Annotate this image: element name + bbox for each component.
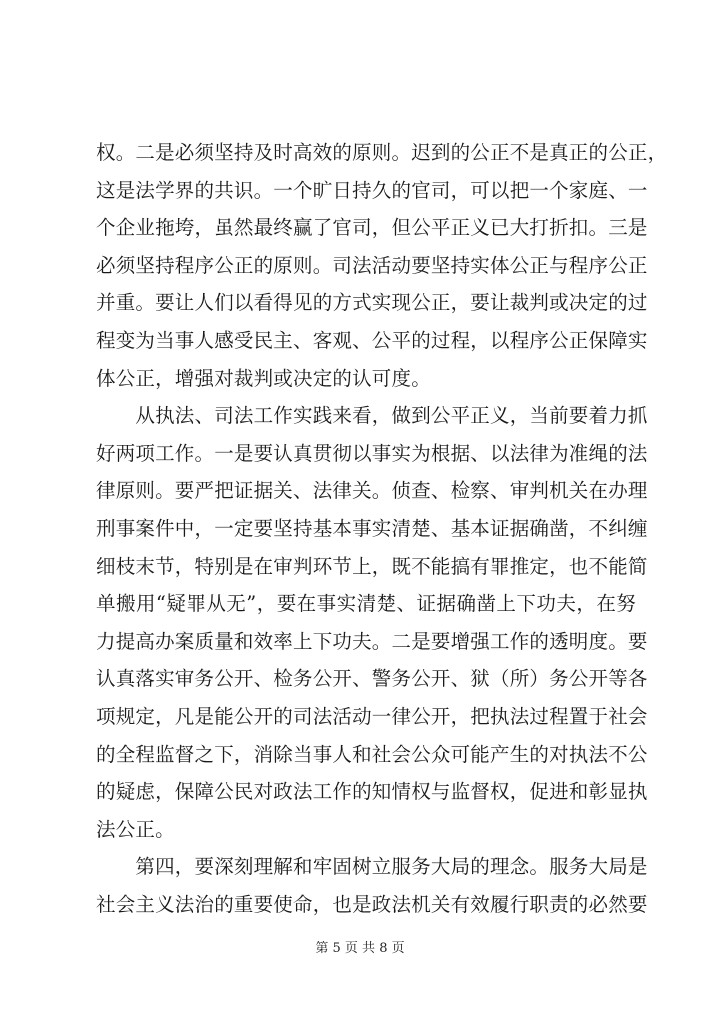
text-line: 权。二是必须坚持及时高效的原则。迟到的公正不是真正的公正， <box>96 141 668 164</box>
text-line: 单搬用“疑罪从无”，要在事实清楚、证据确凿上下功夫，在努 <box>96 592 636 616</box>
text-line: 项规定，凡是能公开的司法活动一律公开，把执法过程置于社会 <box>96 704 648 728</box>
text-line: 好两项工作。一是要认真贯彻以事实为根据、以法律为准绳的法 <box>96 441 648 465</box>
text-line: 力提高办案质量和效率上下功夫。二是要增强工作的透明度。要 <box>96 629 648 653</box>
text-line: 程变为当事人感受民主、客观、公平的过程，以程序公正保障实 <box>96 328 648 352</box>
text-line: 细枝末节，特别是在审判环节上，既不能搞有罪推定，也不能简 <box>96 554 648 578</box>
page-footer: 第 5 页 共 8 页 <box>315 941 405 956</box>
text-line: 并重。要让人们以看得见的方式实现公正，要让裁判或决定的过 <box>96 291 648 315</box>
text-line: 的疑虑，保障公民对政法工作的知情权与监督权，促进和彰显执 <box>96 780 648 804</box>
text-line: 法公正。 <box>96 817 175 841</box>
text-line: 第四，要深刻理解和牢固树立服务大局的理念。服务大局是 <box>96 855 648 879</box>
text-line: 必须坚持程序公正的原则。司法活动要坚持实体公正与程序公正 <box>96 253 648 277</box>
text-line: 刑事案件中，一定要坚持基本事实清楚、基本证据确凿，不纠缠 <box>96 516 648 540</box>
text-line: 认真落实审务公开、检务公开、警务公开、狱（所）务公开等各 <box>96 667 648 691</box>
body-text <box>96 134 668 923</box>
text-line: 从执法、司法工作实践来看，做到公平正义，当前要着力抓 <box>96 404 648 428</box>
text-line: 体公正，增强对裁判或决定的认可度。 <box>96 366 431 390</box>
text-line: 个企业拖垮，虽然最终赢了官司，但公平正义已大打折扣。三是 <box>96 216 648 240</box>
text-line: 的全程监督之下，消除当事人和社会公众可能产生的对执法不公 <box>96 742 648 766</box>
text-line: 律原则。要严把证据关、法律关。侦查、检察、审判机关在办理 <box>96 479 648 503</box>
text-line: 社会主义法治的重要使命，也是政法机关有效履行职责的必然要 <box>96 892 648 916</box>
text-line: 这是法学界的共识。一个旷日持久的官司，可以把一个家庭、一 <box>96 178 648 202</box>
